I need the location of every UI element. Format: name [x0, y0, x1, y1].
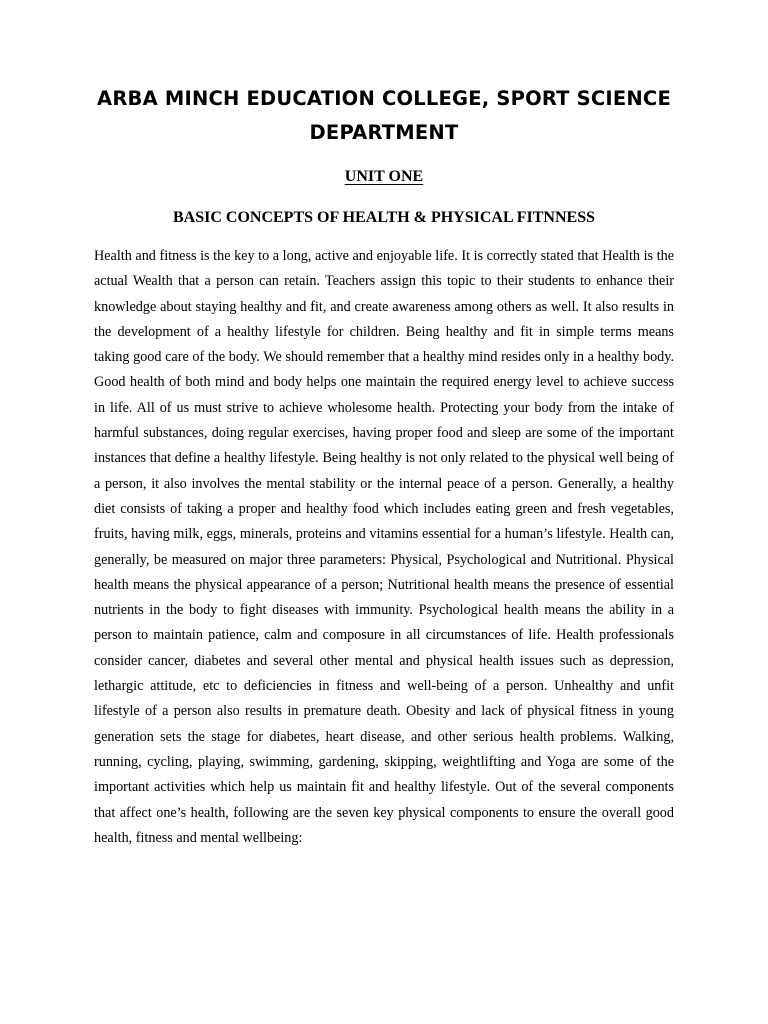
college-title: ARBA MINCH EDUCATION COLLEGE, SPORT SCIENCE DEPARTMENT [97, 87, 671, 144]
chapter-title: BASIC CONCEPTS OF HEALTH & PHYSICAL FITNNESS [172, 209, 596, 226]
body-paragraph: Health and fitness is the key to a long, active and enjoyable life. It is correctly stated that Health is the actual Wealth that a person can retain. Teachers assign this topic to their students to enhance their knowledge about staying healthy and fit, and create awareness among others as well. It also results in the development of a healthy lifestyle for children. Being healthy and fit in simple terms means taking good care of the body. We should remember that a healthy mind resides only in a healthy body. Good health of both mind and body helps one maintain the required energy level to achieve success in life. All of us must strive to achieve wholesome health. Protecting your body from the intake of harmful substances, doing regular exercises, having proper food and sleep are some of the important instances that define a healthy lifestyle. Being healthy is not only related to the physical well being of a person, it also involves the mental stability or the internal peace of a person. Generally, a healthy diet consists of taking a proper and healthy food which includes eating green and fresh vegetables, fruits, having milk, eggs, minerals, proteins and vitamins essential for a human’s lifestyle. Health can, generally, be measured on major three parameters: Physical, Psychological and Nutritional. Physical health means the physical appearance of a person; Nutritional health means the presence of essential nutrients in the body to fight diseases with immunity. Psychological health means the ability in a person to maintain patience, calm and composure in all circumstances of life. Health professionals consider cancer, diabetes and several other mental and physical health issues such as depression, lethargic attitude, etc to deficiencies in fitness and well-being of a person. Unhealthy and unfit lifestyle of a person also results in premature death. Obesity and lack of physical fitness in young generation sets the stage for diabetes, heart disease, and other serious health problems. Walking, running, cycling, playing, swimming, gardening, skipping, weightlifting and Yoga are some of the important activities which help us maintain fit and healthy lifestyle. Out of the several components that affect one’s health, following are the seven key physical components to ensure the overall good health, fitness and mental wellbeing: [94, 248, 674, 846]
unit-heading: UNIT ONE [344, 168, 424, 185]
